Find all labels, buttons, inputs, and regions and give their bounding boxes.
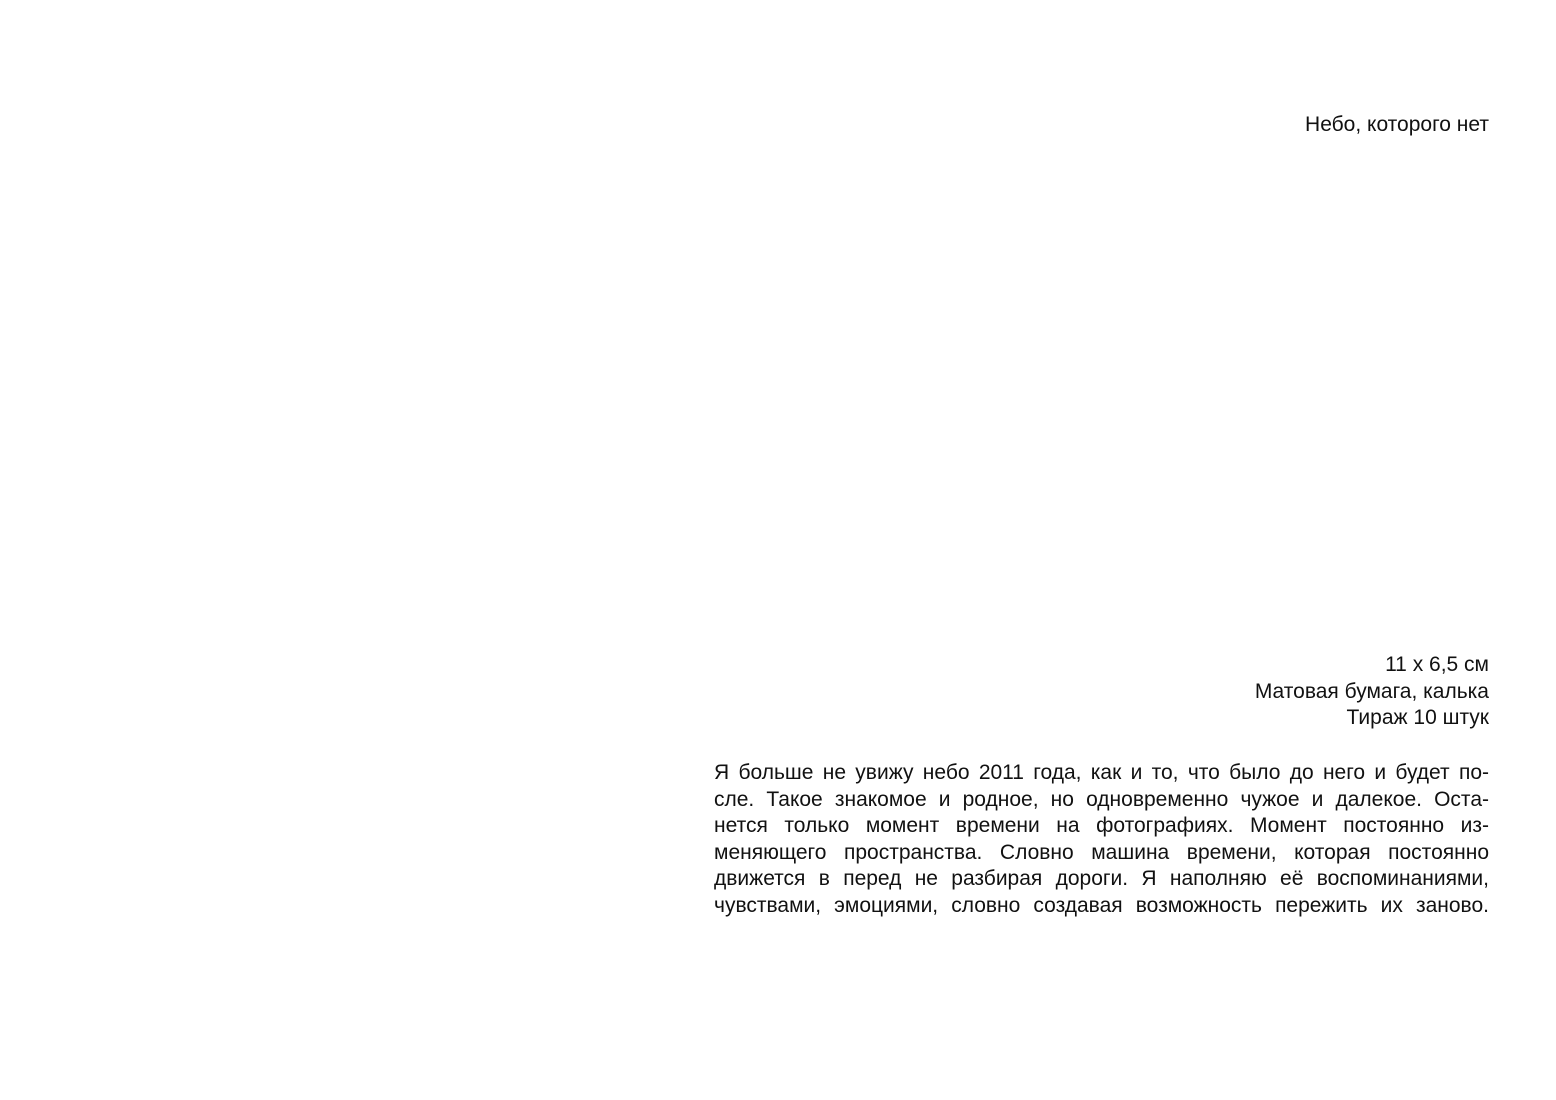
spec-edition: Тираж 10 штук [1346, 706, 1489, 729]
description-line: Я больше не увижу небо 2011 года, как и то, что было до него и будет по- [714, 761, 1489, 784]
spec-size: 11 х 6,5 см [1385, 653, 1489, 676]
description-paragraph [714, 760, 1489, 919]
artwork-specs [1255, 652, 1489, 732]
page-title: Небо, которого нет [1305, 113, 1489, 136]
description-line: сле. Такое знакомое и родное, но одновременно чужое и далекое. Оста- [714, 787, 1489, 811]
description-line: чувствами, эмоциями, словно создавая возможность пережить их заново. [714, 893, 1489, 917]
description-line: движется в перед не разбирая дороги. Я наполняю её воспоминаниями, [714, 867, 1489, 890]
description-line: меняющего пространства. Словно машина времени, которая постоянно [714, 840, 1489, 864]
description-line: нется только момент времени на фотографиях. Момент постоянно из- [714, 814, 1489, 837]
spec-material: Матовая бумага, калька [1254, 679, 1489, 703]
